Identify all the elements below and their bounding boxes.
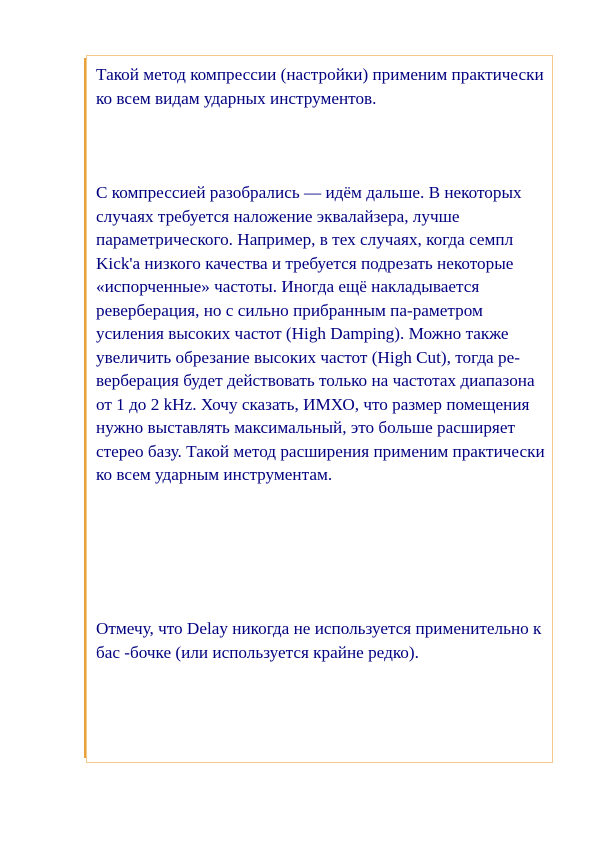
paragraph-equalizer-reverb: С компрессией разобрались — идём дальше. В некоторых случаях требуется наложение эквалайзера, лучше параметрического. Например, в тех случаях, когда семпл Kick'a низкого качества и требуется подрезать некоторые «испорченные» частоты. Иногда ещё накладывается реверберация, но с сильно прибранным па-раметром усиления высоких частот (High Damping). Можно также увеличить обрезание высоких частот (High Cut), тогда ре-верберация будет действовать только на частотах диапазона от 1 до 2 kHz. Хочу сказать, ИМХО, что размер помещения нужно выставлять максимальный, это больше расширяет стерео базу. Такой метод расширения применим практически ко всем ударным инструментам. [96, 183, 545, 484]
paragraph-compression-method: Такой метод компрессии (настройки) применим практически ко всем видам ударных инструментов. [96, 65, 544, 108]
left-margin-marker [84, 58, 86, 758]
paragraph-delay-note: Отмечу, что Delay никогда не используется применительно к бас -бочке (или используется крайне редко). [96, 619, 542, 662]
